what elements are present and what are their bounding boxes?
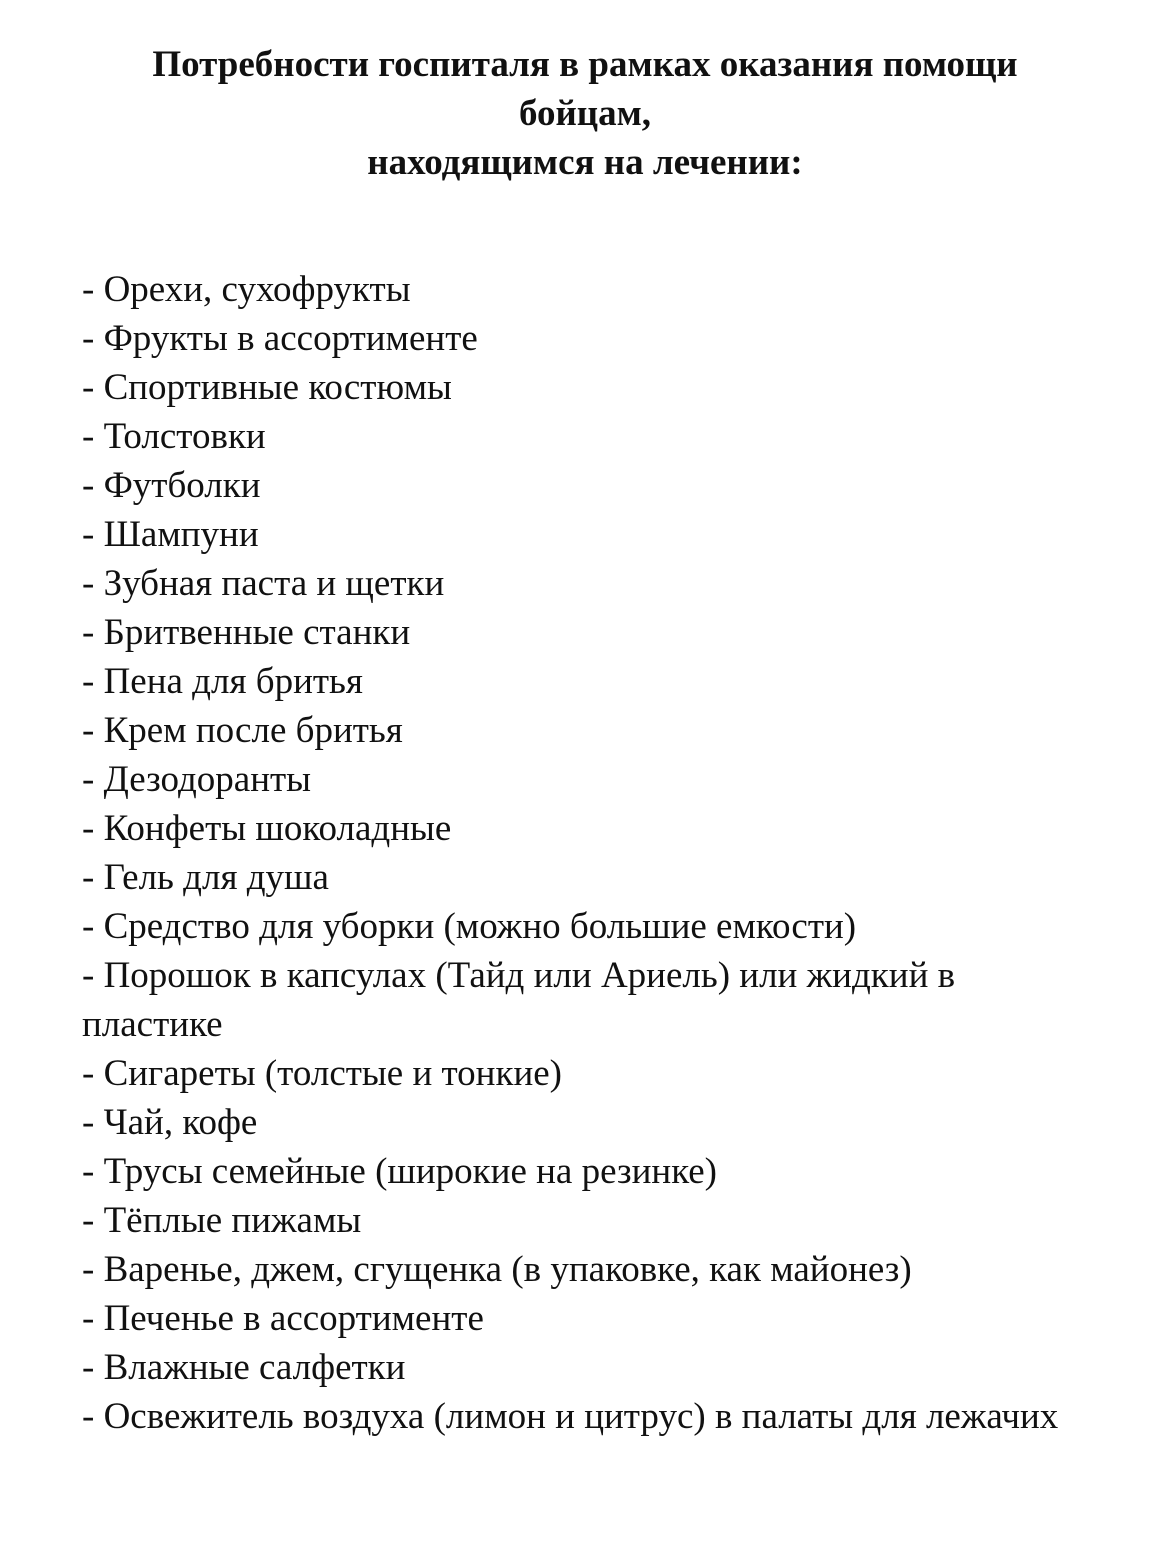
list-item: - Зубная паста и щетки — [82, 563, 445, 604]
list-item: - Орехи, сухофрукты — [82, 269, 411, 310]
title-line-1: Потребности госпиталя в рамках оказания помощи — [152, 44, 1018, 85]
list-item: - Влажные салфетки — [82, 1347, 406, 1388]
list-item: - Чай, кофе — [82, 1102, 258, 1143]
list-item: - Варенье, джем, сгущенка (в упаковке, как майонез) — [82, 1249, 912, 1290]
list-item: - Конфеты шоколадные — [82, 808, 452, 849]
list-item: - Крем после бритья — [82, 710, 403, 751]
list-item: - Трусы семейные (широкие на резинке) — [82, 1151, 717, 1192]
list-item: - Фрукты в ассортименте — [82, 318, 478, 359]
list-item: - Гель для душа — [82, 857, 329, 898]
list-item: - Пена для бритья — [82, 661, 363, 702]
list-item: - Порошок в капсулах (Тайд или Ариель) или жидкий в пластике — [82, 955, 956, 1045]
list-item: - Освежитель воздуха (лимон и цитрус) в палаты для лежачих — [82, 1396, 1059, 1437]
document-title — [80, 40, 1090, 187]
list-item: - Тёплые пижамы — [82, 1200, 362, 1241]
list-item: - Шампуни — [82, 514, 259, 555]
list-item: - Печенье в ассортименте — [82, 1298, 484, 1339]
list-item: - Дезодоранты — [82, 759, 312, 800]
list-item: - Толстовки — [82, 416, 266, 457]
title-line-3: находящимся на лечении: — [367, 142, 803, 183]
list-item: - Бритвенные станки — [82, 612, 411, 653]
list-item: - Сигареты (толстые и тонкие) — [82, 1053, 563, 1094]
needs-list — [82, 265, 1082, 1441]
title-line-2: бойцам, — [518, 93, 652, 134]
list-item: - Средство для уборки (можно большие емкости) — [82, 906, 857, 947]
list-item: - Спортивные костюмы — [82, 367, 452, 408]
list-item: - Футболки — [82, 465, 261, 506]
